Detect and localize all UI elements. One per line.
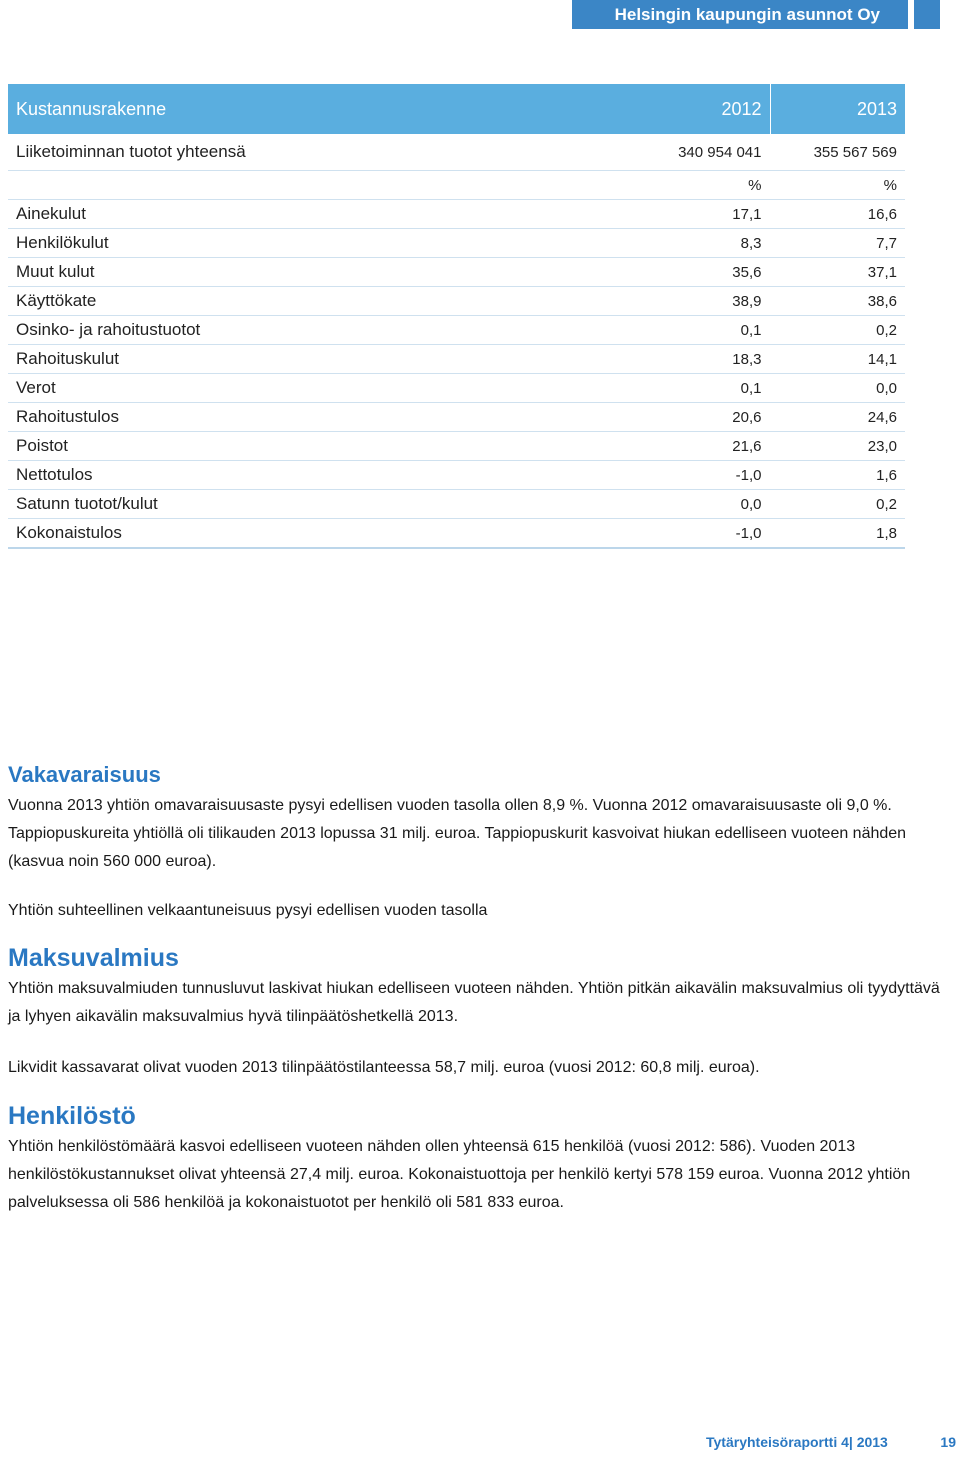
table-row [8,134,905,171]
value-2013: 38,6 [770,287,905,316]
table-row [8,200,905,229]
table-row [8,316,905,345]
maksuvalmius-paragraph-2: Likvidit kassavarat olivat vuoden 2013 tilinpäätöstilanteessa 58,7 milj. euroa (vuosi 2012: 60,8 milj. euroa). [8,1059,760,1076]
value-2013: 1,8 [770,519,905,549]
value-2013: 14,1 [770,345,905,374]
table-row [8,461,905,490]
value-2012: 340 954 041 [636,134,770,171]
report-name: Tytäryhteisöraportti 4| 2013 [706,1434,888,1450]
henkilosto-paragraph-1: Yhtiön henkilöstömäärä kasvoi edelliseen vuoteen nähden ollen yhteensä 615 henkilöä (vuosi 2012: 586). Vuoden 2013 henkilöstökustannukset olivat yhteensä 27,4 milj. euroa. Kokonaistuottoja per henkilö kertyi 578 159 euroa. Vuonna 2012 yhtiön palveluksessa oli 586 henkilöä ja kokonaistuotot per henkilö oli 581 833 euroa. [8,1138,911,1211]
vakavaraisuus-title: Vakavaraisuus [8,762,161,787]
value-2012: % [636,171,770,200]
value-2012: 17,1 [636,200,770,229]
row-label: Henkilökulut [8,229,636,258]
value-2012: -1,0 [636,519,770,549]
value-2012: 21,6 [636,432,770,461]
value-2013: 0,2 [770,490,905,519]
value-2013: 0,2 [770,316,905,345]
value-2013: 0,0 [770,374,905,403]
table-row [8,519,905,549]
row-label: Nettotulos [8,461,636,490]
value-2012: 18,3 [636,345,770,374]
value-2012: 35,6 [636,258,770,287]
column-header-2012: 2012 [636,84,770,134]
row-label: Muut kulut [8,258,636,287]
table-title: Kustannusrakenne [8,84,636,134]
row-label: Liiketoiminnan tuotot yhteensä [8,134,636,171]
value-2013: 23,0 [770,432,905,461]
value-2013: % [770,171,905,200]
value-2013: 24,6 [770,403,905,432]
table-row [8,258,905,287]
table-row [8,490,905,519]
cost-structure-table [8,84,905,549]
table-row [8,287,905,316]
maksuvalmius-paragraph-1: Yhtiön maksuvalmiuden tunnusluvut laskivat hiukan edelliseen vuoteen nähden. Yhtiön pitkän aikavälin maksuvalmius oli tyydyttävä ja lyhyen aikavälin maksuvalmius hyvä tilinpäätöshetkellä 2013. [8,980,940,1025]
row-label: Ainekulut [8,200,636,229]
value-2012: -1,0 [636,461,770,490]
row-label: Satunn tuotot/kulut [8,490,636,519]
table-row [8,403,905,432]
table-row [8,171,905,200]
value-2012: 0,1 [636,316,770,345]
page-number: 19 [940,1434,956,1450]
row-label: Poistot [8,432,636,461]
company-name: Helsingin kaupungin asunnot Oy [614,5,880,24]
row-label: Rahoituskulut [8,345,636,374]
company-header [572,0,908,29]
vakavaraisuus-paragraph-1: Vuonna 2013 yhtiön omavaraisuusaste pysyi edellisen vuoden tasolla ollen 8,9 %. Vuonna 2012 omavaraisuusaste oli 9,0 %. Tappiopuskureita yhtiöllä oli tilikauden 2013 lopussa 31 milj. euroa. Tappiopuskurit kasvoivat hiukan edelliseen vuoteen nähden (kasvua noin 560 000 euroa). [8,797,907,870]
value-2013: 355 567 569 [770,134,905,171]
value-2013: 37,1 [770,258,905,287]
maksuvalmius-title: Maksuvalmius [8,944,179,972]
value-2012: 0,1 [636,374,770,403]
value-2013: 7,7 [770,229,905,258]
value-2013: 1,6 [770,461,905,490]
column-header-2013: 2013 [770,84,905,134]
henkilosto-title: Henkilöstö [8,1102,136,1130]
table-row [8,229,905,258]
value-2012: 38,9 [636,287,770,316]
table-row [8,432,905,461]
table-header-row [8,84,905,134]
value-2012: 0,0 [636,490,770,519]
row-label: Käyttökate [8,287,636,316]
row-label: Verot [8,374,636,403]
vakavaraisuus-paragraph-2: Yhtiön suhteellinen velkaantuneisuus pysyi edellisen vuoden tasolla [8,902,488,919]
row-label: Osinko- ja rahoitustuotot [8,316,636,345]
value-2013: 16,6 [770,200,905,229]
row-label: Kokonaistulos [8,519,636,549]
header-square [914,0,940,29]
value-2012: 8,3 [636,229,770,258]
table-row [8,374,905,403]
table-row [8,345,905,374]
value-2012: 20,6 [636,403,770,432]
row-label: Rahoitustulos [8,403,636,432]
row-label [8,171,636,200]
